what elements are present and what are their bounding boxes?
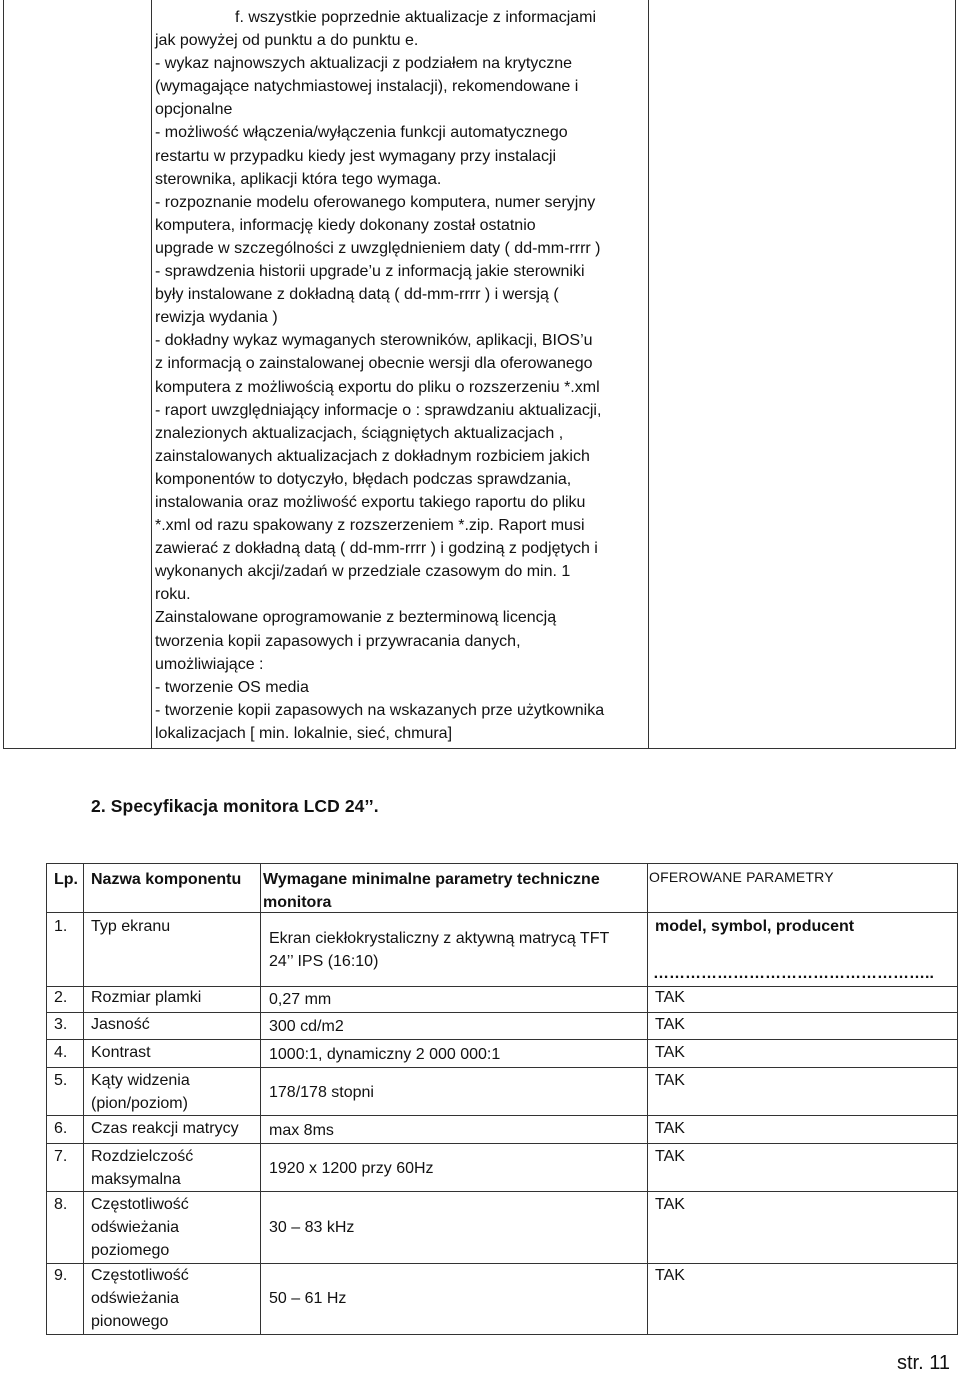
text-line: umożliwiające : [155, 655, 264, 673]
row-offered: TAK [655, 1267, 685, 1284]
row-requirement: 24’’ IPS (16:10) [269, 953, 379, 970]
text-line: jak powyżej od punktu a do punktu e. [155, 32, 419, 50]
text-line: lokalizacjach [ min. lokalnie, sieć, chmura] [155, 724, 453, 742]
text-line: komputera z możliwością exportu do pliku o rozszerzeniu *.xml [155, 378, 600, 396]
row-lp: 3. [54, 1016, 68, 1033]
text-line: sterownika, aplikacji która tego wymaga. [155, 170, 442, 188]
text-line: - możliwość włączenia/wyłączenia funkcji automatycznego [155, 124, 568, 142]
row-component: Częstotliwość [91, 1267, 189, 1284]
row-lp: 7. [54, 1148, 68, 1165]
text-line: opcjonalne [155, 101, 233, 119]
row-lp: 8. [54, 1196, 68, 1213]
row-divider [47, 912, 957, 913]
row-component: Rozmiar plamki [91, 989, 202, 1006]
monitor-spec-table [46, 863, 958, 1335]
row-lp: 2. [54, 989, 68, 1006]
row-divider [47, 1143, 957, 1144]
row-offered: TAK [655, 1148, 685, 1165]
text-line: f. wszystkie poprzednie aktualizacje z informacjami [235, 9, 597, 26]
row-requirement: 300 cd/m2 [269, 1018, 344, 1035]
text-line: tworzenia kopii zapasowych i przywracania danych, [155, 632, 521, 650]
text-line: - tworzenie OS media [155, 678, 309, 696]
text-line: instalowania oraz możliwość exportu takiego raportu do pliku [155, 493, 586, 511]
text-line: roku. [155, 586, 191, 604]
row-requirement: 1000:1, dynamiczny 2 000 000:1 [269, 1046, 501, 1063]
row-requirement: 0,27 mm [269, 991, 332, 1008]
row-component: Kontrast [91, 1044, 151, 1061]
row-requirement: 178/178 stopni [269, 1084, 374, 1101]
header-component-name: Nazwa komponentu [91, 871, 242, 888]
text-line: znalezionych aktualizacjach, ściągniętych aktualizacjach , [155, 424, 564, 442]
row-offered: TAK [655, 989, 685, 1006]
row-lp: 5. [54, 1072, 68, 1089]
text-line: Zainstalowane oprogramowanie z bezterminową licencją [155, 609, 557, 627]
text-line: - rozpoznanie modelu oferowanego komputera, numer seryjny [155, 193, 596, 211]
row-component: Jasność [91, 1016, 150, 1033]
row-requirement: 50 – 61 Hz [269, 1290, 347, 1307]
row-offered: TAK [655, 1196, 685, 1213]
row-component: pionowego [91, 1313, 169, 1330]
continuation-text [155, 6, 641, 745]
row-component: odświeżania [91, 1290, 180, 1307]
row-lp: 9. [54, 1267, 68, 1284]
text-line: - dokładny wykaz wymaganych sterowników, aplikacji, BIOS’u [155, 332, 593, 350]
continuation-offer-column-divider [648, 0, 649, 748]
header-requirements-line2: monitora [263, 894, 332, 911]
row-requirement: 1920 x 1200 przy 60Hz [269, 1160, 434, 1177]
row-component: Częstotliwość [91, 1196, 189, 1213]
row-component: Kąty widzenia [91, 1072, 190, 1089]
text-line: zainstalowanych aktualizacjach z dokładnym rozbiciem jakich [155, 447, 590, 465]
text-line: - sprawdzenia historii upgrade’u z informacją jakie sterowniki [155, 263, 585, 281]
offered-model-dots: …………………………………………….. [653, 965, 934, 982]
row-component: odświeżania [91, 1219, 180, 1236]
section-heading: 2. Specyfikacja monitora LCD 24’’. [91, 796, 379, 816]
continuation-lp-column [4, 0, 152, 748]
offered-model-label: model, symbol, producent [655, 918, 855, 935]
text-line: z informacją o zainstalowanej obecnie wersji dla oferowanego [155, 355, 593, 373]
text-line: wykonanych akcji/zadań w przedziale czasowym do min. 1 [155, 563, 571, 581]
row-component: (pion/poziom) [91, 1095, 188, 1112]
header-offered-params: OFEROWANE PARAMETRY [649, 869, 834, 885]
row-component: Czas reakcji matrycy [91, 1120, 239, 1137]
row-lp: 4. [54, 1044, 68, 1061]
text-line: komputera, informację kiedy dokonany został ostatnio [155, 216, 536, 234]
text-line: komponentów to dotyczyło, błędach podczas sprawdzania, [155, 470, 572, 488]
row-lp: 1. [54, 918, 68, 935]
text-line: upgrade w szczególności z uwzględnieniem daty ( dd-mm-rrrr ) [155, 239, 601, 257]
text-line: zawierać z dokładną datą ( dd-mm-rrrr ) i godziną z podjętych i [155, 540, 598, 558]
row-component: Rozdzielczość [91, 1148, 194, 1165]
row-divider [47, 1191, 957, 1192]
row-divider [47, 1067, 957, 1068]
row-requirement: 30 – 83 kHz [269, 1219, 355, 1236]
row-requirement: Ekran ciekłokrystaliczny z aktywną matrycą TFT [269, 930, 610, 947]
row-component: maksymalna [91, 1171, 181, 1188]
text-line: były instalowane z dokładną datą ( dd-mm-rrrr ) i wersją ( [155, 286, 559, 304]
row-component: Typ ekranu [91, 918, 171, 935]
header-requirements-line1: Wymagane minimalne parametry techniczne [263, 871, 600, 888]
text-line: restartu w przypadku kiedy jest wymagany przy instalacji [155, 147, 557, 165]
row-offered: TAK [655, 1044, 685, 1061]
row-offered: TAK [655, 1120, 685, 1137]
page-number: str. 11 [897, 1352, 950, 1374]
text-line: - raport uwzględniający informacje o : sprawdzaniu aktualizacji, [155, 401, 602, 419]
text-line: - tworzenie kopii zapasowych na wskazanych prze użytkownika [155, 701, 605, 719]
row-requirement: max 8ms [269, 1122, 334, 1139]
row-divider [47, 1012, 957, 1013]
row-offered: TAK [655, 1072, 685, 1089]
text-line: - wykaz najnowszych aktualizacji z podziałem na krytyczne [155, 55, 573, 73]
row-component: poziomego [91, 1242, 170, 1259]
header-lp: Lp. [54, 871, 78, 888]
text-line: (wymagające natychmiastowej instalacji), rekomendowane i [155, 78, 579, 96]
text-line: *.xml od razu spakowany z rozszerzeniem *.zip. Raport musi [155, 517, 585, 535]
row-lp: 6. [54, 1120, 68, 1137]
row-divider [47, 1039, 957, 1040]
text-line: rewizja wydania ) [155, 309, 278, 327]
row-offered: TAK [655, 1016, 685, 1033]
